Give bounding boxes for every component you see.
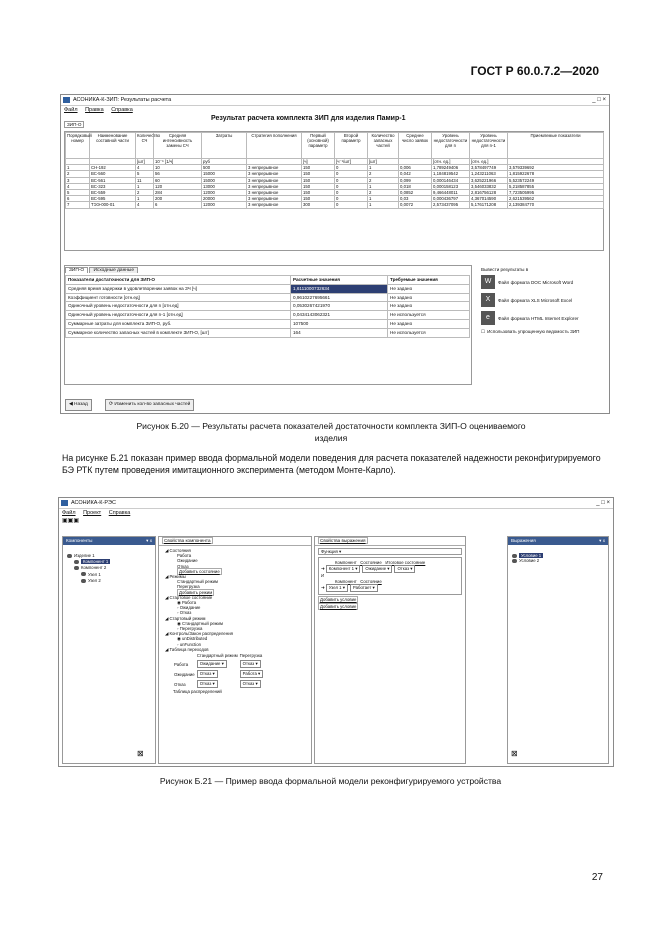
trans-col: Стандартный режим [196, 653, 238, 659]
condition-block-1 [318, 557, 462, 595]
start-state-radio[interactable]: ◦ Ожидание [177, 605, 201, 611]
transitions-table [173, 652, 266, 689]
delete-icon[interactable]: ⊠ [511, 749, 518, 758]
ind-header: Требуемые значения [388, 276, 470, 285]
indicator-cell: 0,9610227695661 [291, 293, 388, 302]
simplified-checkbox[interactable] [481, 329, 603, 334]
table-cell: 5,176171208 [470, 202, 508, 208]
components-title: Компоненты [66, 538, 93, 543]
indicator-cell: Не используется [388, 328, 470, 337]
model-window [58, 497, 614, 767]
table-cell: 60 [154, 177, 202, 183]
add-mode-button[interactable]: Добавить режим [179, 589, 213, 595]
menu-edit[interactable]: Правка [85, 107, 104, 113]
pin-icon[interactable]: ▾ x [599, 538, 605, 543]
table-cell: 150 [302, 165, 335, 171]
indicator-cell: Одиночный уровень недостаточности для n [отн.ед] [66, 302, 291, 311]
control-radio[interactable]: ◦ unFunction [177, 641, 201, 647]
col-header: Количество запасных частей [368, 133, 399, 159]
toolbar [59, 517, 613, 526]
indicator-row [66, 293, 470, 302]
indicator-cell: Средняя время задержки в удовлетворении заявок на ЗЧ [ч] [66, 284, 291, 293]
indicator-cell: Не используется [388, 311, 470, 320]
table-cell: 3 непрерывное [247, 183, 302, 189]
tree-item[interactable]: Компонент 1 [67, 559, 155, 564]
indicator-row [66, 319, 470, 328]
col-header: Наименование составной части [90, 133, 136, 159]
table-cell: 12000 [202, 190, 247, 196]
indicators-panel [64, 265, 472, 385]
menu-help[interactable]: Справка [108, 510, 131, 516]
condition-icon [512, 559, 517, 563]
indicator-cell: 0,0530267421970 [291, 302, 388, 311]
table-cell: 150 [302, 190, 335, 196]
unit-cell: [ч] [302, 159, 335, 165]
table-cell: 0,03 [399, 196, 432, 202]
tree-item[interactable]: Компонент 2 [67, 565, 155, 570]
table-cell: 3 непрерывное [247, 202, 302, 208]
results-table-area [64, 131, 604, 251]
table-cell: 2 [368, 190, 399, 196]
col-header: Уровень недостаточности для n-1 [470, 133, 508, 159]
ind-header: Расчетные значения [291, 276, 388, 285]
export-xls[interactable] [481, 293, 603, 307]
component-icon [81, 579, 86, 583]
transitions-header[interactable]: ◢ Таблица переходов [165, 646, 209, 652]
start-mode-header[interactable]: ◢ Стартовый режим [165, 615, 206, 621]
table-cell: 120 [154, 183, 202, 189]
table-cell: 0,000146434 [432, 177, 470, 183]
document-header: ГОСТ Р 60.0.7.2—2020 [470, 64, 599, 78]
table-cell: 1 [368, 196, 399, 202]
mode-item: Стандартный режим [177, 579, 218, 585]
function-select[interactable]: Функция ▾ [318, 548, 462, 555]
window-controls[interactable]: _ □ × [592, 97, 606, 103]
table-cell: 3,578497749 [470, 165, 508, 171]
add-condition-button[interactable]: Добавить условие [320, 604, 357, 610]
state-select[interactable]: Ожидание ▾ [362, 565, 392, 573]
expr-body [315, 546, 465, 611]
change-spares-label: Изменить кол-во запасных частей [114, 402, 191, 407]
indicator-cell: Не задано [388, 293, 470, 302]
cond-row-2: ➜ Узел 1 ▾ Работает ▾ [321, 584, 459, 592]
indicator-cell: 0,0434143062321 [291, 311, 388, 320]
menu-project[interactable]: Проект [83, 510, 102, 516]
table-cell: 2,621539562 [508, 196, 604, 202]
table-cell: 2 [368, 171, 399, 177]
col-header: Среднее число заявок [399, 133, 432, 159]
add-condition-button[interactable]: Добавить условие [320, 596, 357, 602]
export-panel [481, 267, 603, 382]
table-cell: 1,789249406 [432, 165, 470, 171]
component-props-pane [158, 536, 312, 764]
cond-row-1: ➜ Компонент 1 ▾ Ожидание ▾ Отказ ▾ [321, 565, 459, 573]
checkbox-icon: ☐ [481, 329, 486, 335]
back-button[interactable] [65, 399, 92, 411]
table-cell: 300 [302, 202, 335, 208]
cond-cols-2: Компонент Состояние [335, 578, 382, 584]
table-cell: 500 [202, 165, 247, 171]
app-icon [63, 97, 70, 103]
table-cell: 20000 [202, 196, 247, 202]
component-icon [67, 554, 72, 558]
operator-label: И [321, 573, 325, 579]
indicators-table [65, 275, 470, 338]
transition-cell[interactable] [239, 679, 267, 689]
transition-state: Работа [174, 661, 189, 667]
window-title: АСОНИКА-К-РЭС [71, 500, 116, 506]
final-state-select[interactable]: Отказ ▾ [394, 565, 415, 573]
window-titlebar [61, 95, 609, 106]
ie-icon: e [481, 311, 495, 325]
delete-icon[interactable]: ⊠ [137, 749, 144, 758]
table-cell: 0,006 [399, 165, 432, 171]
table-cell: 3 непрерывное [247, 177, 302, 183]
control-header[interactable]: ◢ Контроль/Закон распределения [165, 631, 233, 637]
start-state-header[interactable]: ◢ Стартовое состояние [165, 594, 213, 600]
table-cell: 4,367014590 [470, 196, 508, 202]
table-cell: 0 [335, 171, 368, 177]
table-cell: 5 [136, 171, 154, 177]
indicator-cell: 1,6111000732634 [291, 284, 388, 293]
table-cell: 15000 [202, 171, 247, 177]
table-cell: 284 [154, 190, 202, 196]
table-cell: 3 непрерывное [247, 165, 302, 171]
results-body [66, 165, 604, 208]
cond-cols-1: Компонент Состояние Итоговое состояние [335, 560, 426, 566]
props-tree [159, 546, 311, 694]
table-cell: 0 [335, 202, 368, 208]
transition-cell[interactable] [196, 679, 239, 689]
table-cell: 1 [368, 165, 399, 171]
table-cell: 4 [136, 202, 154, 208]
table-cell: 0 [335, 177, 368, 183]
table-cell: 5,218587855 [508, 183, 604, 189]
results-table [65, 132, 604, 209]
unit-cell: [отн. ед.] [470, 159, 508, 165]
table-cell: 1 [136, 196, 154, 202]
table-cell: 0 [335, 165, 368, 171]
unit-cell: [ч⁻¹/шт] [335, 159, 368, 165]
export-doc-label: Файл формата DOC Microsoft Word [498, 279, 574, 285]
table-cell: 1 [136, 183, 154, 189]
col-header: Уровень недостаточности для n [432, 133, 470, 159]
indicator-cell: Одиночный уровень недостаточности для n-1 [отн.ед] [66, 311, 291, 320]
table-cell: 2 [368, 177, 399, 183]
body-paragraph: На рисунке Б.21 показан пример ввода формальной модели поведения для расчета показателей надежности реконфигурируемого БЭ РТК путем проведения имитационного эксперимента (методом Монте-Карло). [62, 453, 601, 475]
components-pane [62, 536, 156, 764]
table-cell: 5,523572249 [508, 177, 604, 183]
expressions-pane [507, 536, 609, 764]
back-button-label: Назад [74, 402, 88, 407]
new-icon[interactable]: ▣ [62, 518, 68, 524]
table-cell: 3,579339692 [508, 165, 604, 171]
app-icon [61, 500, 68, 506]
table-cell: ТЭЭ-000-01 [90, 202, 136, 208]
indicator-row [66, 311, 470, 320]
col-header: Первый (основной) параметр [302, 133, 335, 159]
component-icon [74, 566, 79, 570]
table-cell: 2 [66, 171, 90, 177]
export-html-label: Файл формата HTML Internet Explorer [498, 315, 579, 321]
indicator-cell: Не задано [388, 319, 470, 328]
window-titlebar [59, 498, 613, 509]
col-header: Второй параметр [335, 133, 368, 159]
transition-state: Отказ [174, 681, 186, 687]
indicator-row [66, 328, 470, 337]
table-cell: 4 [136, 165, 154, 171]
refresh-icon: ⟳ [109, 402, 115, 407]
results-window [60, 94, 610, 414]
tab-zip-o[interactable]: ЗИП-О [65, 267, 88, 273]
table-cell: 1,184819542 [432, 171, 470, 177]
table-cell: 2,573437095 [432, 202, 470, 208]
table-cell: 6 [66, 196, 90, 202]
table-cell: 0 [335, 183, 368, 189]
transition-cell[interactable] [196, 669, 239, 679]
table-cell: 56 [154, 171, 202, 177]
table-row[interactable] [66, 202, 604, 208]
states-header[interactable]: ◢ Состояния [165, 548, 191, 553]
transition-select[interactable]: Ожидание ▾ [197, 660, 227, 668]
table-cell: 3,625221966 [470, 177, 508, 183]
trans-col: Перегрузка [239, 653, 263, 659]
expressions-header [508, 537, 608, 545]
table-cell: 15000 [202, 177, 247, 183]
table-cell: 0,000436797 [432, 196, 470, 202]
table-cell: 7 [66, 202, 90, 208]
table-cell: 1 [368, 183, 399, 189]
col-header: Стратегия пополнения [247, 133, 302, 159]
table-cell: 11 [136, 177, 154, 183]
expression-props-pane [314, 536, 466, 764]
mode-item: Перегрузка [177, 584, 200, 590]
table-cell: 0,000158123 [432, 183, 470, 189]
table-cell: 1,815922678 [508, 171, 604, 177]
transition-select[interactable]: Отказ ▾ [240, 660, 261, 668]
component-select[interactable]: Компонент 1 ▾ [326, 565, 361, 573]
add-state-button[interactable]: Добавить состояние [179, 568, 220, 574]
excel-icon: X [481, 293, 495, 307]
caption-fig-b20: Рисунок Б.20 — Результаты расчета показателей достаточности комплекта ЗИП-О оцениваемого изделия [136, 421, 526, 443]
table-cell: 3,546033832 [470, 183, 508, 189]
control-radio[interactable]: ◉ unDistributed [177, 636, 208, 642]
export-doc[interactable] [481, 275, 603, 289]
table-cell: 200 [154, 196, 202, 202]
table-cell: ВС-559 [90, 190, 136, 196]
table-cell: 2,139384770 [508, 202, 604, 208]
ind-header: Показатели достаточности для ЗИП-О [66, 276, 291, 285]
col-header: Порядковый номер [66, 133, 90, 159]
tree-item[interactable]: Изделие 1 [67, 553, 155, 558]
components-header [63, 537, 155, 545]
export-xls-label: Файл формата XLS Microsoft Excel [498, 297, 573, 303]
window-controls[interactable]: _ □ × [596, 500, 610, 506]
table-cell: 0,0852 [399, 190, 432, 196]
menu-help[interactable]: Справка [111, 107, 133, 113]
transition-select[interactable]: Отказ ▾ [197, 670, 218, 678]
table-cell: 0,0072 [399, 202, 432, 208]
table-cell: 1 [66, 165, 90, 171]
transition-cell[interactable] [239, 659, 267, 669]
indicator-cell: Не задано [388, 284, 470, 293]
menu-bar [61, 106, 609, 114]
dist-table-label[interactable]: Таблица распределений [173, 689, 222, 695]
state-item: Отказ [177, 563, 189, 569]
indicator-cell: 164 [291, 328, 388, 337]
transition-select[interactable]: Отказ ▾ [240, 680, 261, 688]
unit-cell: [отн. ед.] [432, 159, 470, 165]
table-cell: 2,816756128 [470, 190, 508, 196]
table-cell: 1 [368, 202, 399, 208]
transition-row [173, 679, 266, 689]
transition-row [173, 669, 266, 679]
indicator-cell: Не задано [388, 302, 470, 311]
menu-file[interactable]: Файл [62, 510, 76, 516]
transition-select[interactable]: Отказ ▾ [197, 680, 218, 688]
expression-item[interactable]: Условие 1 [512, 553, 608, 558]
expressions-list [508, 545, 608, 563]
transition-select[interactable]: Работа ▾ [240, 670, 264, 678]
results-caption: Результат расчета комплекта ЗИП для изделия Памир-1 [211, 115, 406, 122]
table-cell: 1,243211063 [470, 171, 508, 177]
transition-state: Ожидание [174, 671, 195, 677]
table-cell: 4 [66, 183, 90, 189]
start-state-radio[interactable]: ◦ Отказ [177, 610, 192, 616]
transition-cell[interactable] [196, 659, 239, 669]
unit-cell: 10⁻⁶ [1/ч] [154, 159, 202, 165]
change-spares-button[interactable] [105, 399, 194, 411]
open-icon[interactable]: ▣ [67, 518, 74, 524]
table-cell: 0,099 [399, 177, 432, 183]
table-cell: 12000 [202, 202, 247, 208]
unit-cell: [шт] [368, 159, 399, 165]
indicator-cell: Суммарное количество запасных частей в комплекте ЗИП-О, [шт] [66, 328, 291, 337]
indicator-cell: Коэффициент готовности [отн.ед] [66, 293, 291, 302]
caption-fig-b21: Рисунок Б.21 — Пример ввода формальной модели реконфигурируемого устройства [159, 776, 502, 786]
page-number: 27 [591, 872, 603, 883]
tab-strip [65, 266, 471, 275]
simplified-checkbox-label: Использовать упрощенную ведомость ЗИП [487, 329, 580, 335]
menu-file[interactable]: Файл [64, 107, 78, 113]
table-cell: 150 [302, 196, 335, 202]
component-icon [74, 560, 79, 564]
menu-bar [59, 509, 613, 517]
word-icon: W [481, 275, 495, 289]
table-cell: 150 [302, 177, 335, 183]
window-title: АСОНИКА-К-ЗИП: Результаты расчета [73, 97, 172, 103]
table-cell: ВС-560 [90, 171, 136, 177]
back-arrow-icon: ◀ [69, 402, 75, 407]
indicator-cell: 107500 [291, 319, 388, 328]
tree-item[interactable]: Узел 1 [67, 572, 155, 577]
table-cell: 5 [66, 190, 90, 196]
table-cell: 7,723505995 [508, 190, 604, 196]
state-item: Работа [177, 553, 192, 559]
indicator-row [66, 284, 470, 293]
expr-header [315, 537, 465, 546]
pin-icon[interactable]: ▾ x [146, 538, 152, 543]
table-cell: 0 [335, 196, 368, 202]
table-cell: 0,018 [399, 183, 432, 189]
start-mode-radio[interactable]: ◦ Перегрузка [177, 626, 203, 632]
group-label: ЗИП-О [64, 121, 84, 128]
expressions-title: Выражения [511, 538, 536, 543]
export-html[interactable] [481, 311, 603, 325]
table-cell: 3 непрерывное [247, 196, 302, 202]
table-cell: 6 [154, 202, 202, 208]
table-cell: ВС-323 [90, 183, 136, 189]
export-title: Вывести результаты в [481, 267, 529, 272]
save-icon[interactable]: ▣ [73, 518, 80, 524]
expression-item[interactable]: Условие 2 [512, 558, 608, 563]
expr-title[interactable]: Свойства выражения [320, 538, 366, 543]
table-cell: СН-192 [90, 165, 136, 171]
table-cell: ВС-561 [90, 177, 136, 183]
indicator-cell: Суммарные затраты для комплекта ЗИП-О, руб. [66, 319, 291, 328]
table-cell: 13000 [202, 183, 247, 189]
table-cell: 9,466448011 [432, 190, 470, 196]
transition-row [173, 659, 266, 669]
table-cell: 150 [302, 171, 335, 177]
table-cell: ВС-595 [90, 196, 136, 202]
col-header: Средняя интенсивность замены СЧ [154, 133, 202, 159]
node-select[interactable]: Узел 1 ▾ [326, 584, 348, 592]
table-cell: 3 непрерывное [247, 171, 302, 177]
start-state-radio[interactable]: ◉ Работа [177, 600, 197, 606]
indicator-row [66, 302, 470, 311]
table-cell: 0 [335, 190, 368, 196]
tree-item[interactable]: Узел 2 [67, 578, 155, 583]
unit-cell: [шт] [136, 159, 154, 165]
transition-cell[interactable] [239, 669, 267, 679]
table-cell: 0,042 [399, 171, 432, 177]
components-tree [63, 545, 155, 583]
table-cell: 150 [302, 183, 335, 189]
col-header: Затраты [202, 133, 247, 159]
state-item: Ожидание [177, 558, 198, 564]
table-cell: 10 [154, 165, 202, 171]
table-cell: 2 [136, 190, 154, 196]
indicators-body [66, 284, 470, 337]
unit-cell: руб [202, 159, 247, 165]
table-cell: 3 [66, 177, 90, 183]
start-mode-radio[interactable]: ◉ Стандартный режим [177, 620, 223, 626]
node-state-select[interactable]: Работает ▾ [350, 584, 378, 592]
col-header: Приемлемые показатели [508, 133, 604, 159]
table-cell: 3 непрерывное [247, 190, 302, 196]
component-icon [81, 572, 86, 576]
modes-header[interactable]: ◢ Режимы [165, 574, 186, 580]
tab-source-data[interactable]: Исходные данные [89, 267, 138, 273]
props-header [159, 537, 311, 546]
props-title[interactable]: Свойства компонента [164, 538, 211, 543]
col-header: Количество СЧ [136, 133, 154, 159]
